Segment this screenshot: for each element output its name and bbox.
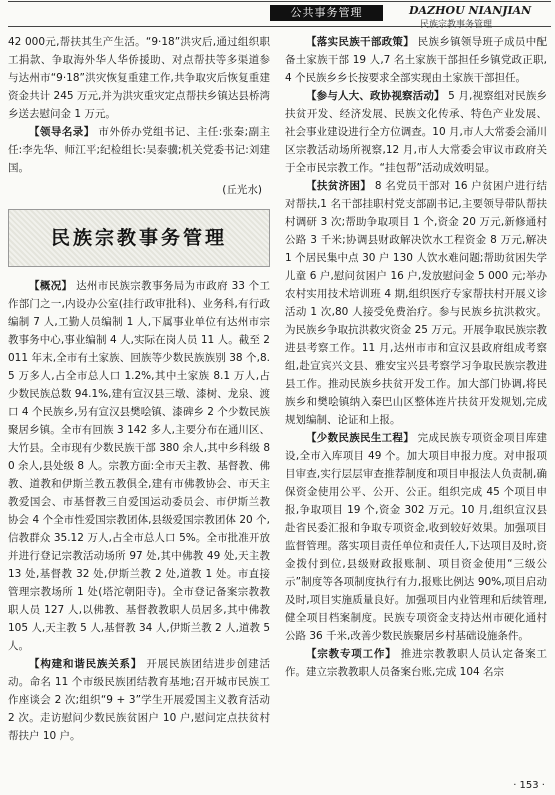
livelihood-paragraph xyxy=(285,429,547,645)
intro-paragraph: 42 000元,帮扶其生产生活。“9·18”洪灾后,通过组织职工捐款、争取海外华人华侨援助、对点帮扶等多渠道参与达州市“9·18”洪灾恢复重建工作,共争取灾后恢复重建资金共计 245 万元,并为洪灾重灾定点帮扶乡镇达县桥湾乡送去慰问金 1 万元。 xyxy=(8,36,270,120)
harmony-paragraph xyxy=(8,655,270,745)
religion-body: 推进宗教教职人员认定备案工作。建立宗教教职人员备案台账,完成 104 名宗 xyxy=(285,648,548,678)
harmony-heading: 【构建和谐民族关系】 xyxy=(29,658,143,670)
header-rule-bottom xyxy=(8,26,551,27)
header-title-zh: 民族宗教事务管理 xyxy=(420,20,493,30)
leaders-paragraph xyxy=(8,123,270,177)
council-paragraph xyxy=(285,87,547,177)
header-title-en: DAZHOU NIANJIAN xyxy=(409,4,532,17)
left-column xyxy=(8,33,270,745)
poverty-heading: 【扶贫济困】 xyxy=(306,180,372,192)
religion-paragraph xyxy=(285,645,547,681)
cadre-heading: 【落实民族干部政策】 xyxy=(306,36,415,48)
poverty-paragraph xyxy=(285,177,547,429)
section-title-banner xyxy=(8,209,270,267)
section-title: 民族宗教事务管理 xyxy=(50,227,227,249)
leaders-heading: 【领导名录】 xyxy=(29,126,95,138)
poverty-body: 8 名党员干部对 16 户贫困户进行结对帮扶,1 名干部挂职村党支部副书记,主要领导带队帮扶村调研 3 次;帮助争取项目 1 个,资金 20 万元,新修通村公路 3 千米;协调县财政解决饮水工程资金 8 万元,解决 1 个居民集中点 30 户 130 人饮水难问题;帮助贫困失学儿童 6 户,慰问贫困户 16 户,发放慰问金 5 000 元;举办农村实用技术培训班 4 期,组织医疗专家帮扶村开展义诊活动 1 次,80 人接受免费治疗。参与民族乡抗洪救灾。为民族乡争取抗洪救灾资金 25 万元。开展争取民族宗教进县考察工作。11 月,达州市市和宣汉县政府组成考察组,赴宣宾兴文县、雅安宝兴县考察学习争取民族宗教进县工作。推动民族乡扶贫开发工作。加大部门协调,将民族乡和樊哙镇纳入秦巴山区整体连片扶贫开发规划,完成规划编制、论证和上报。 xyxy=(285,180,547,426)
right-column xyxy=(285,33,547,681)
cadre-paragraph xyxy=(285,33,547,87)
harmony-body: 开展民族团结进步创建活动。命名 11 个市级民族团结教育基地;召开城市民族工作座谈会 2 次;组织“9 + 3”学生开展爱国主义教育活动 2 次。走访慰问少数民族贫困户 10 户,慰问定点扶贫村帮扶户 10 户。 xyxy=(8,658,270,742)
header-rule-top xyxy=(8,1,551,2)
overview-body: 达州市民族宗教事务局为市政府 33 个工作部门之一,内设办公室(挂行政审批科)、业务科,有行政编制 7 人,工勤人员编制 1 人,下属事业单位有达州市宗教事务中心,事业编制 4 人,实际在岗人员 11 人。截至 2011 年末,全市有土家族、回族等少数民族族别 38 个,8.5 万多人,占全市总人口 1.2%,其中土家族 8.1 万人,占少数民族总数 94.1%,建有宣汉县三墩、漆树、龙泉、渡口 4 个民族乡,另有宣汉县樊哙镇、漆碑乡 2 个少数民族聚居乡镇。全市有回族 3 142 多人,主要分布在通川区、大竹县。全市现有少数民族干部 380 余人,其中乡科级 80 余人,县处级 8 人。宗教方面:全市天主教、基督教、佛教、道教和伊斯兰教五教俱全,建有市佛教协会、市天主教爱国会、市基督教三自爱国运动委员会、市伊斯兰教协会 4 个全市性爱国宗教团体,县级爱国宗教团体 20 个,信教群众 35.12 万人,占全市总人口 5%。全市批准开放并进行登记宗教活动场所 97 处,其中佛教 49 处,天主教 13 处,基督教 32 处,伊斯兰教 2 处,道教 1 处。市直接管理宗教场所 1 处(塔沱朝阳寺)。全市登记备案宗教教职人员 127 人,以佛教、基督教教职人员居多,其中佛教 105 人,天主教 5 人,基督教 34 人,伊斯兰教 2 人,道教 5 人。 xyxy=(8,280,271,652)
cadre-body: 民族乡镇领导班子成员中配备土家族干部 19 人,7 名土家族干部担任乡镇党政正职,4 个民族乡乡长按要求全部实现由土家族干部担任。 xyxy=(285,36,547,84)
council-body: 5 月,视察组对民族乡扶贫开发、经济发展、民族文化传承、特色产业发展、社会事业建设进行全方位调查。10 月,市人大常委会涌川区宗教活动场所视察,12 月,市人大常委会审议市政府关于全市民宗教工作。“挂包帮”活动成效明显。 xyxy=(285,90,548,174)
leaders-body: 市外侨办党组书记、主任:张秦;副主任:李先华、师江平;纪检组长:吴泰骥;机关党委书记:刘建国。 xyxy=(8,126,271,174)
council-heading: 【参与人大、政协视察活动】 xyxy=(306,90,445,102)
page-number: · 153 · xyxy=(513,780,545,791)
overview-paragraph xyxy=(8,277,270,655)
header-section-tag: 公共事务管理 xyxy=(270,5,383,21)
religion-heading: 【宗教专项工作】 xyxy=(306,648,397,660)
livelihood-heading: 【少数民族民生工程】 xyxy=(306,432,415,444)
livelihood-body: 完成民族专项资金项目库建设,全市入库项目 49 个。加大项目申报力度。对申报项目审查,实行层层审查推荐制度和项目申报法人负责制,确保资金使用公平、公开、公正。组织完成 45 个项目申报,争取项目 19 个,资金 302 万元。10 月,组织宣汉县赴省民委汇报和争取专项资金,收到较好效果。加强项目监督管理。落实项目责任单位和责任人,下达项目及时,资金拨付到位,县级财政报账制、项目资金使用“三级公示”制度等各项制度执行有力,报账比例达 90%,项目启动及时,项目实施质量良好。加强项目内业管理和后续管理,健全项目档案制度。民族专项资金支持达州市硬化通村公路 36 千米,改善少数民族聚居乡村基础设施条件。 xyxy=(285,432,547,642)
author-signature: (丘光水) xyxy=(222,184,262,196)
overview-heading: 【概况】 xyxy=(29,280,73,292)
